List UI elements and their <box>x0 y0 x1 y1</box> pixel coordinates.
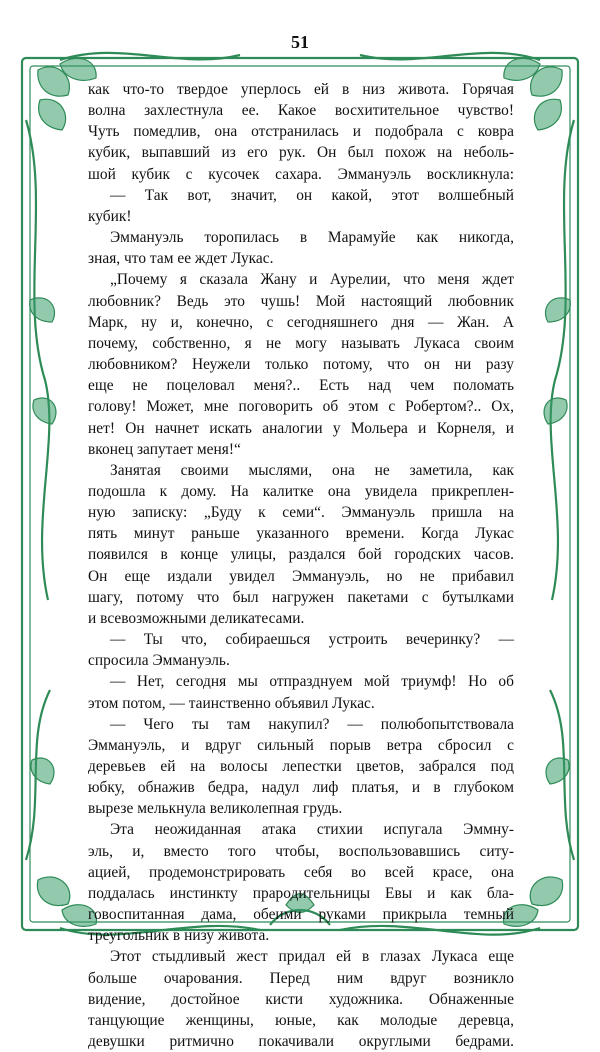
text-line: эль, и, вместо того чтобы, воспользовавшись ситу- <box>88 842 514 860</box>
text-line: — Чего ты там накупил? — полюбопытствовала <box>110 715 514 733</box>
text-line: Он еще издали увидел Эммануэль, но не прибавил <box>88 567 514 585</box>
leaf-icon <box>530 877 562 906</box>
text-line: вырезе мелькнула великолепная грудь. <box>88 800 343 818</box>
text-line: как что-то твердое уперлось ей в низ живота. Горячая <box>88 81 514 98</box>
text-line: Эммануэль торопилась в Марамуйе как никогда, <box>110 229 514 247</box>
text-line: Марк, ну и, конечно, с сегодняшнего дня — Жан. А <box>88 313 514 331</box>
text-line: подошла к дому. На калитке она увидела прикреплен- <box>88 482 514 500</box>
text-line: любовник? Ведь это чушь! Мой настоящий любовник <box>88 292 514 310</box>
text-line: кубик! <box>88 207 132 225</box>
leaf-icon <box>534 99 561 130</box>
text-line: — Так вот, значит, он какой, этот волшебный <box>110 186 514 204</box>
text-line: больше очарования. Перед ним вдруг возникло <box>88 969 514 987</box>
text-line: видение, достойное кисти художника. Обнаженные <box>88 990 514 1008</box>
text-line: ацией, продемонстрировать себя во всей красе, она <box>88 863 514 881</box>
text-line: кубик, выпавший из его рук. Он был похож на неболь- <box>88 144 514 162</box>
leaf-icon <box>33 398 56 424</box>
text-line: шагу, потому что был нагружен пакетами с бутылками <box>88 588 514 606</box>
text-line: еще не поцеловал меня?.. Есть над чем поломать <box>88 377 514 395</box>
text-line: девушки ритмично покачивали округлыми бедрами. <box>88 1033 514 1051</box>
text-line: голову! Может, мне поговорить об этом с Робертом?.. Ох, <box>88 398 514 416</box>
text-line: и всевозможными деликатесами. <box>88 609 305 627</box>
text-line: ную записку: „Буду к семи“. Эммануэль пришла на <box>88 504 514 522</box>
leaf-icon <box>544 398 567 424</box>
text-line: треугольник в низу живота. <box>88 927 270 945</box>
page-number: 51 <box>291 32 309 52</box>
text-line: деревьев ей на волосы лепестки цветов, забрался под <box>88 758 514 775</box>
body-text <box>88 79 514 1052</box>
text-line: пять минут раньше указанного времени. Когда Лукас <box>88 525 514 543</box>
text-line: — Ты что, собираешься устроить вечеринку? — <box>110 631 514 649</box>
leaf-icon <box>31 758 54 784</box>
text-line: юбку, обнажив бедра, надул лиф платья, и в глубоком <box>88 779 514 797</box>
leaf-icon <box>39 99 66 130</box>
leaf-icon <box>545 298 570 322</box>
text-line: Эта неожиданная атака стихии испугала Эммну- <box>110 821 514 839</box>
text-line: нет! Он начнет искать аналогии у Мольера и Корнеля, и <box>88 419 514 437</box>
text-line: говоспитанная дама, обеими руками прикрыла темный <box>88 906 514 924</box>
text-line: вконец запутает меня!“ <box>88 440 241 458</box>
text-line: — Нет, сегодня мы отпразднуем мой триумф! Но об <box>110 673 514 691</box>
text-line: „Почему я сказала Жану и Аурелии, что меня ждет <box>110 271 514 289</box>
text-line: этом потом, — таинственно объявил Лукас. <box>88 694 375 712</box>
text-line: зная, что там ее ждет Лукас. <box>88 250 274 268</box>
text-line: волна захлестнула ее. Какое восхитительное чувство! <box>88 102 514 120</box>
text-line: любовником? Неужели только потому, что он ни разу <box>88 356 514 374</box>
leaf-icon <box>546 758 569 784</box>
text-line: почему, собственно, я не могу называть Лукаса своим <box>88 334 514 352</box>
leaf-icon <box>37 877 69 906</box>
text-line: танцующие женщины, юные, как молодые деревца, <box>88 1011 514 1029</box>
text-line: Этот стыдливый жест придал ей в глазах Лукаса еще <box>110 948 514 966</box>
text-line: поддалась инстинкту прародительницы Евы и как бла- <box>88 884 514 902</box>
text-line: Чуть помедлив, она отстранилась и подобрала с ковра <box>88 123 514 141</box>
text-line: шой кубик с кусочек сахара. Эммануэль воскликнула: <box>88 165 514 183</box>
text-line: появился в конце улицы, раздался бой городских часов. <box>88 546 514 564</box>
leaf-icon <box>30 298 55 322</box>
text-line: Занятая своими мыслями, она не заметила, как <box>110 461 514 479</box>
text-line: спросила Эммануэль. <box>88 652 230 670</box>
text-line: Эммануэль, и вдруг сильный порыв ветра сбросил с <box>88 736 514 754</box>
